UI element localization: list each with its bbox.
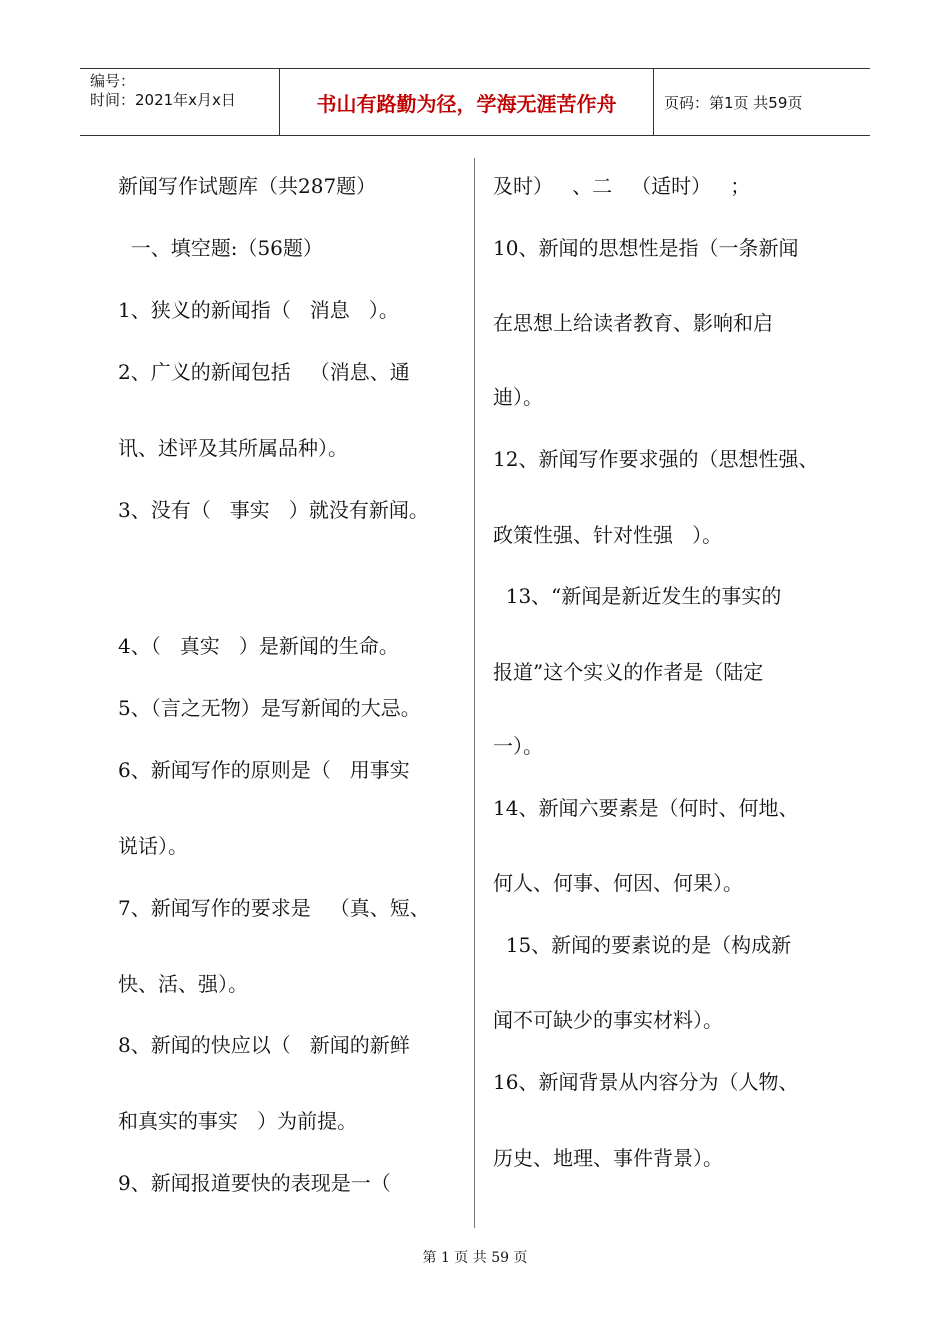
question-line: 3、没有（ 事实 ）就没有新闻。	[118, 498, 429, 522]
question-line: 4、（ 真实 ）是新闻的生命。	[118, 634, 399, 658]
column-divider	[474, 158, 475, 1228]
question-line: 历史、地理、事件背景）。	[493, 1146, 723, 1170]
question-line: 12、新闻写作要求强的（思想性强、	[493, 447, 819, 471]
question-line: 和真实的事实 ）为前提。	[118, 1109, 358, 1133]
question-line: 14、新闻六要素是（何时、何地、	[493, 796, 799, 820]
document-number-label: 编号：	[90, 72, 136, 90]
question-line: 6、新闻写作的原则是（ 用事实	[118, 758, 410, 782]
question-line: 闻不可缺少的事实材料）。	[493, 1008, 723, 1032]
question-line: 15、新闻的要素说的是（构成新	[493, 933, 792, 957]
header-motto: 书山有路勤为径，学海无涯苦作舟	[280, 69, 654, 135]
question-line: 9、新闻报道要快的表现是一（	[118, 1171, 391, 1195]
question-line: 报道”这个实义的作者是（陆定	[493, 660, 764, 684]
question-line: 7、新闻写作的要求是 （真、短、	[118, 896, 430, 920]
question-line: 1、狭义的新闻指（ 消息 ）。	[118, 298, 399, 322]
question-line: 10、新闻的思想性是指（一条新闻	[493, 236, 799, 260]
header-page-info: 页码：第1页 共59页	[664, 93, 803, 112]
question-line: 5、（言之无物）是写新闻的大忌。	[118, 696, 421, 720]
section-heading: 一、填空题:（56题）	[118, 236, 323, 260]
question-line: 2、广义的新闻包括 （消息、通	[118, 360, 410, 384]
question-line: 迪）。	[493, 385, 543, 409]
document-title: 新闻写作试题库（共287题）	[118, 174, 377, 198]
page-footer: 第 1 页 共 59 页	[422, 1250, 528, 1266]
question-line: 何人、何事、何因、何果）。	[493, 871, 743, 895]
document-date: 时间：2021年x月x日	[90, 91, 236, 109]
question-line: 一）。	[493, 734, 543, 758]
question-line: 讯、述评及其所属品种）。	[118, 436, 348, 460]
question-line: 快、活、强）。	[118, 972, 248, 996]
question-line: 说话）。	[118, 834, 188, 858]
question-line: 16、新闻背景从内容分为（人物、	[493, 1070, 799, 1094]
question-line: 13、“新闻是新近发生的事实的	[493, 584, 782, 608]
question-line: 政策性强、针对性强 ）。	[493, 523, 723, 547]
question-line: 8、新闻的快应以（ 新闻的新鲜	[118, 1033, 410, 1057]
header-meta	[80, 69, 280, 135]
page-header	[80, 68, 870, 136]
question-line: 在思想上给读者教育、影响和启	[493, 311, 773, 335]
question-line: 及时） 、二 （适时） ；	[493, 174, 751, 198]
